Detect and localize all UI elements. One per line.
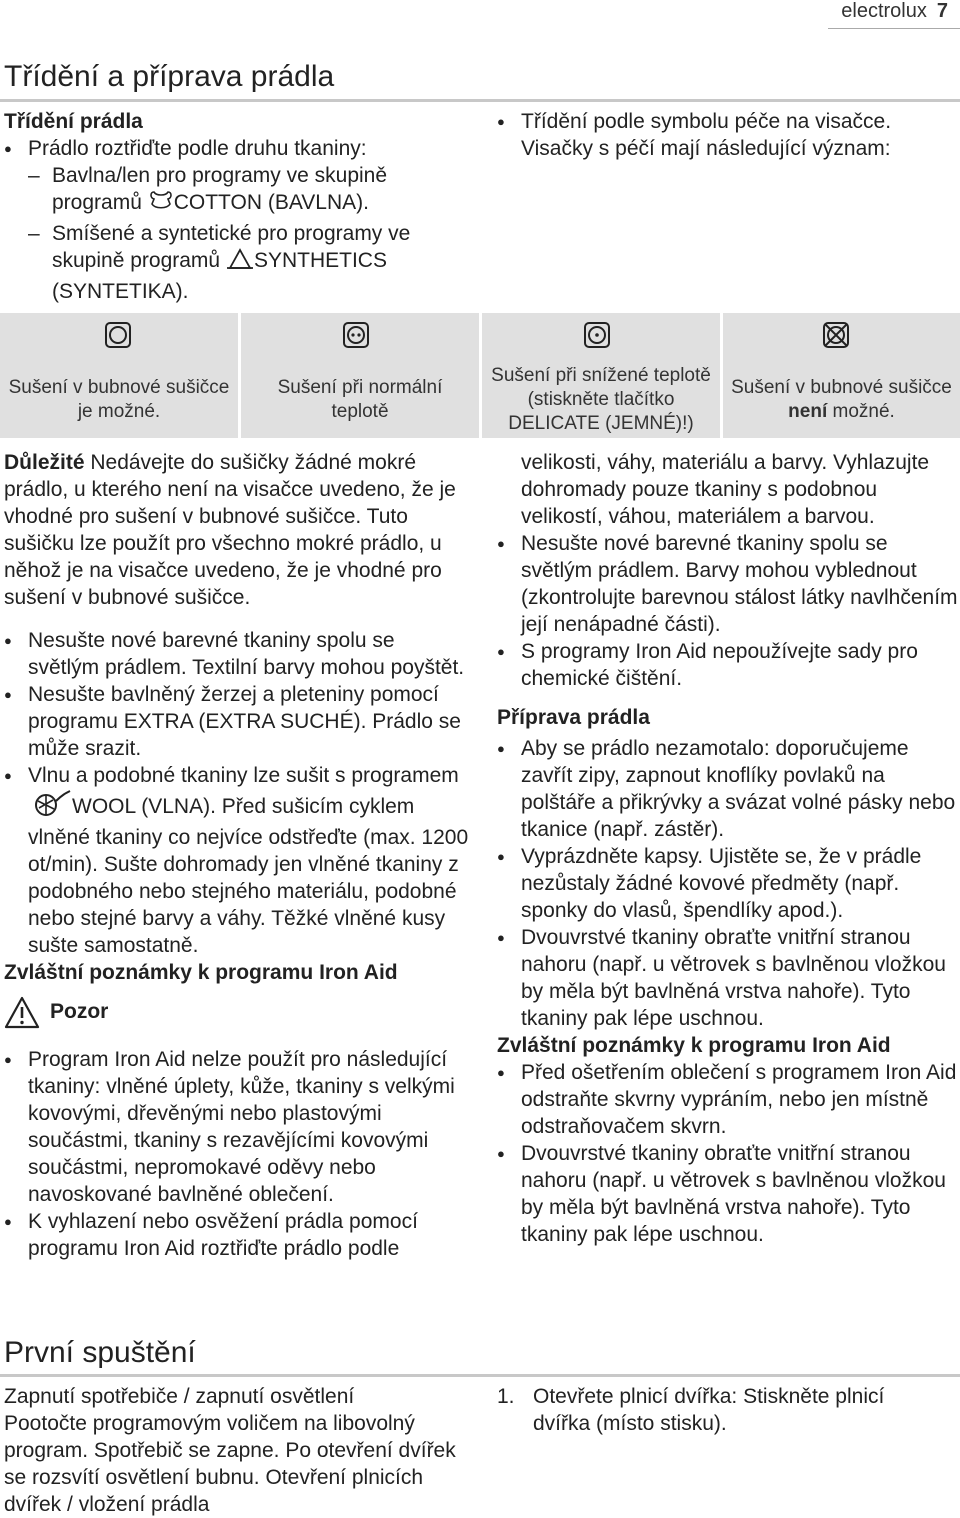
steps-block [497, 1383, 937, 1437]
section-title: První spuštění [4, 1336, 196, 1369]
bullet-text: Aby se prádlo nezamotalo: doporučujeme zavřít zipy, zapnout knoflíky povlaků na polštáře a přikrývky a svázat volné pásky nebo tkanice (např. zástěr). [521, 737, 956, 841]
bullet-text: K vyhlazení nebo osvěžení prádla pomocí programu Iron Aid roztřiďte prádlo podle [28, 1210, 418, 1260]
symbol-label-post: možné. [827, 400, 895, 422]
list-item [497, 735, 959, 843]
symbol-cell [723, 313, 960, 438]
care-symbols-table [0, 313, 960, 438]
bullet-text: Vyprázdněte kapsy. Ujistěte se, že v prádle nezůstaly žádné kovové předměty (např. sponky do vlasů, špendlíky apod.). [521, 845, 922, 922]
bullet-text: Program Iron Aid nelze použít pro následující tkaniny: vlněné úplety, kůže, tkaniny s velkými kovovými, dřevěnými nebo plastovými součástmi, tkaniny s rezavějícími kovovými součástmi, nepromokavé oděvy nebo navoskované bavlněné oblečení. [28, 1048, 455, 1206]
cotton-label: COTTON (BAVLNA). [173, 191, 369, 214]
bullet-text: Před ošetřením oblečení s programem Iron Aid odstraňte skvrny vypráním, nebo jen místně odstraňovačem skvrn. [521, 1061, 957, 1138]
list-item [4, 1208, 470, 1262]
list-item [497, 1059, 959, 1140]
continued-text: velikosti, váhy, materiálu a barvy. Vyhlazujte dohromady pouze tkaniny s podobnou velikostí, váhou, materiálem a barvou. [521, 451, 930, 528]
warning-label: Pozor [50, 1000, 109, 1023]
symbol-cell [0, 313, 238, 438]
step-text: Otevřete plnicí dvířka: Stiskněte plnicí dvířka (místo stisku). [533, 1385, 885, 1435]
cotton-icon [148, 189, 174, 220]
wool-label: WOOL (VLNA). Před sušicím cyklem vlněné tkaniny co nejvíce odstřeďte (max. 1200 ot/min). Sušte dohromady jen vlněné tkaniny z podobného nebo stejného materiálu, podobné nebo stejné barvy a váhy. Těžké vlněné kusy sušte samostatně. [28, 795, 469, 957]
list-item [497, 108, 957, 162]
list-item [4, 627, 470, 681]
bullet-text: Nesušte nové barevné tkaniny spolu se světlým prádlem. Barvy mohou vyblednout (zkontrolujte barevnou stálost látky navlhčením její nenápadné části). [521, 532, 958, 636]
left-column [4, 449, 470, 1262]
section-rule [0, 99, 960, 102]
bullet-text: Nesušte bavlněný žerzej a pleteniny pomocí programu EXTRA (EXTRA SUCHÉ). Prádlo se může srazit. [28, 683, 461, 760]
brand-name: electrolux [841, 0, 927, 22]
wool-icon [28, 789, 72, 824]
tumble-dry-normal-icon [342, 321, 370, 354]
warning-box [4, 996, 470, 1044]
symbol-cell [241, 313, 479, 438]
symbol-label: Sušení při snížené teplotě (stiskněte tlačítko DELICATE (JEMNÉ)!) [491, 364, 711, 434]
bullet-text: S programy Iron Aid nepoužívejte sady pro chemické čištění. [521, 640, 918, 690]
page-header [841, 0, 948, 23]
section-rule [0, 1374, 960, 1377]
iron-aid-heading: Zvláštní poznámky k programu Iron Aid [4, 961, 398, 984]
bullet-text: Dvouvrstvé tkaniny obraťte vnitřní stranou nahoru (např. u větrovek s bavlněnou vložkou by měla být bavlněná vrstva nahoře). Tyto tkaniny pak lépe uschnou. [521, 926, 946, 1030]
synthetics-label: SYNTHETICS (SYNTETIKA). [52, 249, 387, 303]
list-item [497, 924, 959, 1032]
symbol-label [723, 361, 960, 438]
cotton-text: Bavlna/len pro programy ve skupině programů [52, 164, 388, 214]
first-use-text: Pootočte programovým voličem na libovolný program. Spotřebič se zapne. Po otevření dvířek se rozsvítí osvětlení bubnu. Otevření plnicích dvířek / vložení prádla [4, 1412, 456, 1516]
list-item [4, 762, 470, 959]
symbol-label-pre: Sušení v bubnové sušičce [731, 376, 952, 398]
important-note [4, 449, 470, 611]
bullet-text: Prádlo roztřiďte podle druhu tkaniny: [28, 137, 367, 160]
list-item [4, 220, 474, 305]
important-label: Důležité [4, 451, 85, 474]
tumble-dry-low-icon [583, 321, 611, 354]
synthetics-icon [226, 247, 254, 278]
list-item [4, 162, 474, 220]
list-item [497, 1140, 959, 1248]
bullet-text: Dvouvrstvé tkaniny obraťte vnitřní stranou nahoru (např. u větrovek s bavlněnou vložkou by měla být bavlněná vrstva nahoře). Tyto tkaniny pak lépe uschnou. [521, 1142, 946, 1246]
step-number: 1. [497, 1385, 515, 1408]
header-rule [828, 28, 960, 29]
first-use-block [4, 1383, 474, 1518]
list-item [4, 681, 470, 762]
symbol-label-bold: není [788, 400, 828, 422]
iron-aid-heading: Zvláštní poznámky k programu Iron Aid [497, 1034, 891, 1057]
symbol-cell [482, 313, 720, 438]
no-tumble-dry-icon [822, 321, 850, 354]
important-text: Nedávejte do sušičky žádné mokré prádlo, u kterého není na visačce uvedeno, že je vhodné pro sušení v bubnové sušičce. Tuto sušičku lze použít pro všechno mokré prádlo, u něhož je na visačce uvedeno, že je vhodné pro sušení v bubnové sušičce. [4, 451, 456, 609]
warning-icon [4, 996, 40, 1037]
bullet-text: Nesušte nové barevné tkaniny spolu se světlým prádlem. Textilní barvy mohou poуštět. [28, 629, 465, 679]
tumble-dry-icon [104, 321, 132, 354]
wool-text: Vlnu a podobné tkaniny lze sušit s programem [28, 764, 459, 787]
preparation-heading: Příprava prádla [497, 706, 650, 729]
list-item [497, 530, 959, 638]
symbol-label: Sušení v bubnové sušičce je možné. [8, 376, 230, 422]
sorting-heading: Třídění prádla [4, 110, 143, 133]
right-column [497, 449, 959, 1248]
list-item [4, 135, 474, 162]
step-item [497, 1383, 937, 1437]
list-item [4, 1046, 470, 1208]
sorting-block [4, 108, 474, 305]
care-label-block [497, 108, 957, 162]
page-number: 7 [936, 0, 948, 22]
list-item [497, 638, 959, 692]
bullet-text: Třídění podle symbolu péče na visačce. Visačky s péčí mají následující význam: [521, 110, 892, 160]
synthetics-text: Smíšené a syntetické pro programy ve skupině programů [52, 222, 411, 272]
section-title: Třídění a příprava prádla [4, 60, 335, 93]
list-item [497, 843, 959, 924]
symbol-label: Sušení při normální teplotě [277, 376, 443, 422]
first-use-subheading: Zapnutí spotřebiče / zapnutí osvětlení [4, 1385, 355, 1408]
